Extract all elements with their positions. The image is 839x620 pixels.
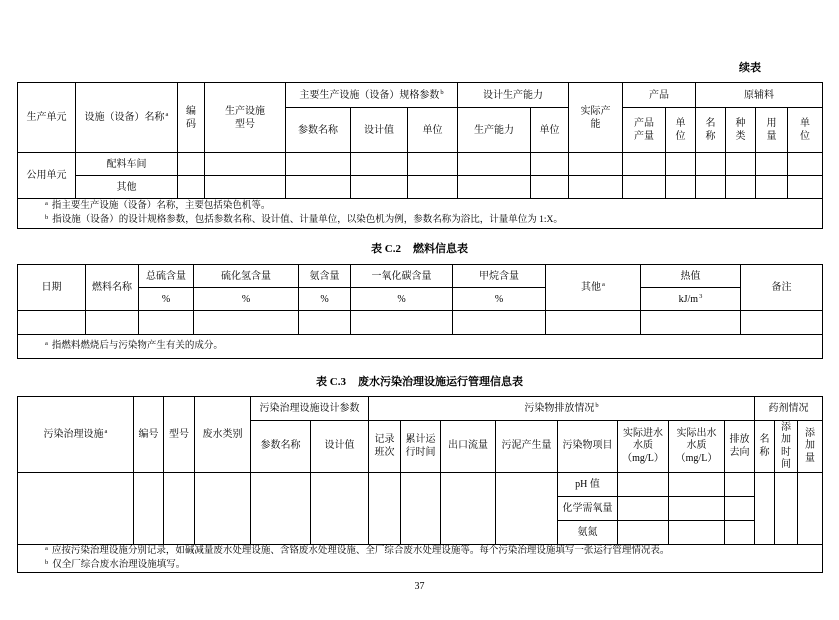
empty-cell [569,176,623,199]
footnote-text: 指设施（设备）的设计规格参数，包括参数名称、设计值、计量单位，以染色机为例，参数名称为浴比，计量单位为 1:X。 [52,214,563,225]
empty-cell [669,473,725,497]
footnote-text: 仅全厂综合废水治理设施填写。 [52,559,186,570]
header-pollutant-item: 污染物项目 [558,421,618,473]
production-facility-table [17,82,823,229]
table-units-row [18,288,823,311]
empty-cell [178,153,205,176]
wastewater-treatment-table [17,396,823,573]
header-ammonia: 氨含量 [299,265,351,288]
empty-cell [86,311,139,335]
cell-pollutant-item: 化学需氧量 [558,497,618,521]
table-header-row [18,265,823,288]
table-notes-row [18,335,823,359]
cell-facility-name: 其他 [76,176,178,199]
footnote [45,214,822,228]
header-product-output: 产品 产量 [623,108,666,153]
table-name: 燃料信息表 [412,243,468,255]
unit-percent: % [453,288,546,311]
page-number: 37 [414,581,425,592]
table-notes [18,199,823,229]
empty-cell [798,473,823,545]
header-agent-time: 添 加 时 间 [775,421,798,473]
table-header-row [18,397,823,421]
header-facility [18,397,134,473]
empty-cell [725,497,755,521]
empty-cell [756,153,788,176]
header-sludge: 污泥产生量 [496,421,558,473]
header-destination: 排放 去向 [725,421,755,473]
header-discharge-group [369,397,755,421]
header-wastewater-type: 废水类别 [195,397,251,473]
header-total-sulfur: 总硫含量 [139,265,194,288]
header-carbon-monoxide: 一氧化碳含量 [351,265,453,288]
empty-cell [408,153,458,176]
header-facility-name [76,83,178,153]
empty-cell [725,521,755,545]
cell-facility-name: 配料车间 [76,153,178,176]
table-notes-row [18,545,823,573]
empty-cell [205,153,286,176]
empty-cell [311,473,369,545]
footnote-mark: a [45,545,48,552]
empty-cell [696,153,726,176]
table-row [18,311,823,335]
unit-percent: % [299,288,351,311]
footnote-mark: a [45,339,48,347]
footnote-mark: a [45,200,48,207]
empty-cell [401,473,441,545]
empty-cell [299,311,351,335]
table-notes [18,545,823,573]
empty-cell [725,473,755,497]
header-material-amount: 用 量 [756,108,788,153]
header-spec-group [286,83,458,108]
table-notes [18,335,823,359]
empty-cell [195,473,251,545]
table-number: 表 C.2 [371,243,401,255]
cell-unit-name: 公用单元 [18,153,76,199]
empty-cell [666,176,696,199]
header-model: 型号 [164,397,195,473]
unit-heat-value [641,288,741,311]
empty-cell [726,153,756,176]
empty-cell [251,473,311,545]
header-design-group: 污染治理设施设计参数 [251,397,369,421]
empty-cell [666,153,696,176]
empty-cell [164,473,195,545]
header-other-text: 其他 [581,282,602,293]
footnote-mark: a [104,428,108,435]
header-code: 编 码 [178,83,205,153]
footnote-text: 应按污染治理设施分别记录，如碱减量废水处理设施、含铬废水处理设施、全厂综合废水处理设施等。每个污染治理设施填写一张运行管理情况表。 [51,546,670,556]
footnote-text: 指主要生产设施（设备）名称，主要包括染色机等。 [51,201,271,211]
empty-cell [139,311,194,335]
empty-cell [756,176,788,199]
empty-cell [441,473,496,545]
empty-cell [18,473,134,545]
empty-cell [205,176,286,199]
empty-cell [458,153,531,176]
empty-cell [458,176,531,199]
header-outlet-quality: 实际出水 水质 （mg/L） [669,421,725,473]
header-fuel-name: 燃料名称 [86,265,139,311]
empty-cell [755,473,775,545]
header-capacity: 生产能力 [458,108,531,153]
empty-cell [286,176,351,199]
empty-cell [546,311,641,335]
empty-cell [18,311,86,335]
header-date: 日期 [18,265,86,311]
unit-percent: % [194,288,299,311]
footnote [45,200,822,214]
header-heat-value: 热值 [641,265,741,288]
header-hydrogen-sulfide: 硫化氢含量 [194,265,299,288]
continued-label: 续表 [739,62,761,74]
header-facility-text: 污染治理设施 [43,429,104,440]
header-facility-name-text: 设施（设备）名称 [84,112,165,123]
header-material-group: 原辅料 [696,83,823,108]
cell-pollutant-item: pH 值 [558,473,618,497]
empty-cell [531,176,569,199]
header-agent-name: 名 称 [755,421,775,473]
footnote [45,545,822,559]
unit-percent: % [139,288,194,311]
empty-cell [726,176,756,199]
empty-cell [369,473,401,545]
unit-percent: % [351,288,453,311]
unit-exponent: 3 [699,292,703,300]
header-product-unit: 单 位 [666,108,696,153]
header-capacity-group: 设计生产能力 [458,83,569,108]
empty-cell [194,311,299,335]
empty-cell [351,153,408,176]
empty-cell [351,311,453,335]
table-header-row [18,83,823,108]
header-material-type: 种 类 [726,108,756,153]
table-row [18,176,823,199]
header-outlet-flow: 出口流量 [441,421,496,473]
empty-cell [531,153,569,176]
empty-cell [641,311,741,335]
table-number: 表 C.3 [316,376,346,388]
empty-cell [569,153,623,176]
header-product-group: 产品 [623,83,696,108]
footnote-mark: b [45,558,49,566]
unit-heat-value-text: kJ/m [678,293,699,305]
header-inlet-quality: 实际进水 水质 （mg/L） [618,421,669,473]
empty-cell [696,176,726,199]
header-run-time: 累计运 行时间 [401,421,441,473]
header-other [546,265,641,311]
table-c3-title [0,375,839,389]
header-model: 生产设施 型号 [205,83,286,153]
empty-cell [669,521,725,545]
empty-cell [788,176,823,199]
footnote-mark: b [440,88,444,96]
header-design-value: 设计值 [311,421,369,473]
empty-cell [623,153,666,176]
header-production-unit: 生产单元 [18,83,76,153]
empty-cell [775,473,798,545]
table-row [18,473,823,497]
empty-cell [788,153,823,176]
header-spec-unit: 单位 [408,108,458,153]
empty-cell [496,473,558,545]
header-agent-group: 药剂情况 [755,397,823,421]
footnote-mark: b [45,213,49,221]
empty-cell [618,473,669,497]
empty-cell [618,521,669,545]
header-actual-capacity: 实际产 能 [569,83,623,153]
empty-cell [741,311,823,335]
header-param-name: 参数名称 [286,108,351,153]
header-number: 编号 [134,397,164,473]
header-material-unit: 单 位 [788,108,823,153]
empty-cell [286,153,351,176]
table-row [18,153,823,176]
fuel-info-table [17,264,823,359]
footnote [45,340,822,354]
empty-cell [618,497,669,521]
footnote-mark: a [165,111,169,118]
empty-cell [134,473,164,545]
empty-cell [669,497,725,521]
header-agent-amount: 添 加 量 [798,421,823,473]
header-design-value: 设计值 [351,108,408,153]
header-shift: 记录 班次 [369,421,401,473]
empty-cell [178,176,205,199]
table-name: 废水污染治理设施运行管理信息表 [357,376,523,388]
footnote [45,559,822,573]
header-capacity-unit: 单位 [531,108,569,153]
footnote-text: 指燃料燃烧后与污染物产生有关的成分。 [51,340,223,351]
empty-cell [408,176,458,199]
header-methane: 甲烷含量 [453,265,546,288]
cell-pollutant-item: 氨氮 [558,521,618,545]
header-remarks: 备注 [741,265,823,311]
empty-cell [351,176,408,199]
empty-cell [623,176,666,199]
table-c2-title [0,242,839,256]
header-param-name: 参数名称 [251,421,311,473]
footnote-mark: b [595,402,599,409]
empty-cell [453,311,546,335]
header-spec-group-text: 主要生产设施（设备）规格参数 [299,89,440,101]
table-notes-row [18,199,823,229]
footnote-mark: a [602,281,605,288]
header-discharge-group-text: 污染物排放情况 [524,403,595,414]
header-material-name: 名 称 [696,108,726,153]
